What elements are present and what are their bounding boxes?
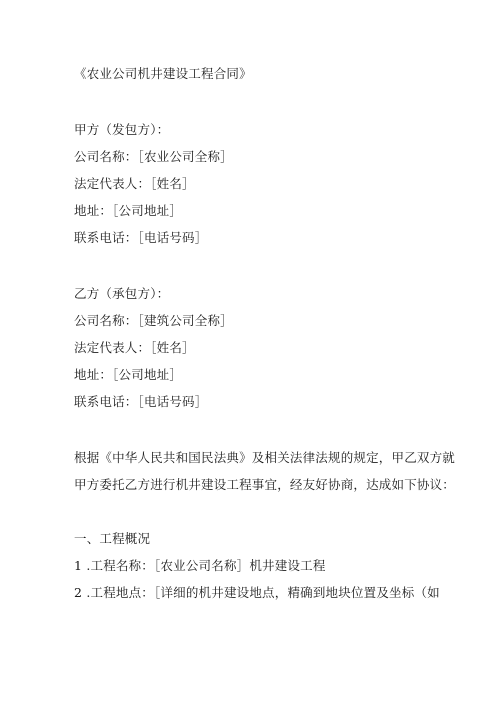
preamble-line-1: 根据《中华人民共和国民法典》及相关法律法规的规定，甲乙双方就 [74, 450, 456, 465]
party-a-representative: 法定代表人：［姓名］ [74, 176, 195, 191]
party-a-phone: 联系电话：［电话号码］ [74, 230, 208, 245]
section-1-item-1: 1 .工程名称：［农业公司名称］机井建设工程 [74, 558, 326, 573]
contract-title: 《农业公司机井建设工程合同》 [74, 66, 252, 81]
party-a-company: 公司名称：［农业公司全称］ [74, 149, 233, 164]
party-b-heading: 乙方（承包方）： [74, 286, 170, 301]
party-b-address: 地址：［公司地址］ [74, 367, 183, 382]
party-b-representative: 法定代表人：［姓名］ [74, 340, 195, 355]
party-a-address: 地址：［公司地址］ [74, 203, 183, 218]
preamble-line-2: 甲方委托乙方进行机井建设工程事宜，经友好协商，达成如下协议： [74, 477, 456, 492]
party-a-heading: 甲方（发包方）： [74, 122, 170, 137]
party-b-company: 公司名称：［建筑公司全称］ [74, 313, 233, 328]
party-b-phone: 联系电话：［电话号码］ [74, 394, 208, 409]
section-1-heading: 一、工程概况 [74, 531, 151, 546]
section-1-item-2: 2 .工程地点：［详细的机井建设地点，精确到地块位置及坐标（如 [74, 585, 440, 600]
